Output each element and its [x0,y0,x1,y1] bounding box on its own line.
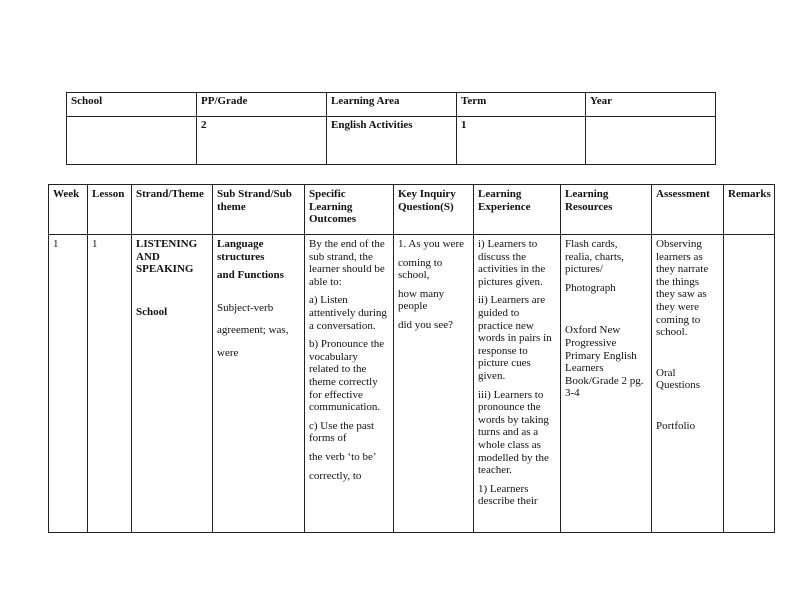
table-row [49,235,775,533]
scheme-header-row [49,185,775,235]
outcome-item: b) Pronounce the vocabulary related to the theme correctly for effective communication. [309,338,385,414]
header-assessment: Assessment [652,185,724,235]
experience-item: iii) Learners to pronounce the words by taking turns and as a whole class as modelled by the teacher. [478,388,549,477]
cell-outcomes [305,235,394,533]
cell-inquiry [394,235,474,533]
assessment-item: Observing learners as they narrate the things they saw as they were coming to school. [656,238,709,339]
inquiry-line: how many people [398,287,445,313]
header-lesson: Lesson [88,185,132,235]
header-learning-area: Learning Area [327,93,457,117]
scheme-of-work-table [48,184,775,533]
value-grade: 2 [197,117,327,165]
sub-theme-line: were [217,346,239,359]
sub-strand-line: and Functions [217,269,284,282]
value-learning-area: English Activities [327,117,457,165]
sub-strand-line: Language structures [217,238,265,263]
inquiry-line: coming to school, [398,256,443,282]
resource-item: Flash cards, realia, charts, pictures/ [565,238,624,276]
experience-item: 1) Learners describe their [478,482,538,508]
cell-assessment [652,235,724,533]
cell-week: 1 [49,235,88,533]
outcome-item: the verb ‘to be’ [309,450,377,463]
value-year [586,117,716,165]
value-school [67,117,197,165]
resource-item: Photograph [565,281,616,294]
header-grade: PP/Grade [197,93,327,117]
header-strand: Strand/Theme [132,185,213,235]
cell-remarks [724,235,775,533]
cell-lesson: 1 [88,235,132,533]
header-experience: Learning Experience [474,185,561,235]
header-outcomes: Specific Learning Outcomes [305,185,394,235]
cell-experience [474,235,561,533]
header-remarks: Remarks [724,185,775,235]
theme-text: School [136,305,168,318]
header-school: School [67,93,197,117]
header-resources: Learning Resources [561,185,652,235]
header-term: Term [457,93,586,117]
info-table [66,92,716,165]
outcome-item: a) Listen attentively during a conversation. [309,294,387,332]
header-sub-strand: Sub Strand/Sub theme [213,185,305,235]
outcome-item: c) Use the past forms of [309,419,375,445]
inquiry-line: 1. As you were [398,238,464,250]
inquiry-line: did you see? [398,318,453,331]
strand-text: LISTENING AND SPEAKING [136,238,198,276]
header-year: Year [586,93,716,117]
sub-theme-line: Subject-verb [217,301,274,314]
outcome-item: By the end of the sub strand, the learner should be able to: [309,238,385,288]
info-value-row [67,117,716,165]
assessment-item: Oral Questions [656,366,700,392]
resource-item: Oxford New Progressive Primary English Learners Book/Grade 2 pg. 3-4 [565,324,644,400]
cell-sub-strand [213,235,305,533]
header-inquiry: Key Inquiry Question(S) [394,185,474,235]
sub-theme-line: agreement; was, [217,324,289,337]
header-week: Week [49,185,88,235]
outcome-item: correctly, to [309,469,362,482]
info-header-row [67,93,716,117]
cell-resources [561,235,652,533]
value-term: 1 [457,117,586,165]
experience-item: i) Learners to discuss the activities in the pictures given. [478,238,546,288]
cell-strand [132,235,213,533]
experience-item: ii) Learners are guided to practice new words in pairs in response to picture cues given. [478,294,552,382]
assessment-item: Portfolio [656,419,696,432]
